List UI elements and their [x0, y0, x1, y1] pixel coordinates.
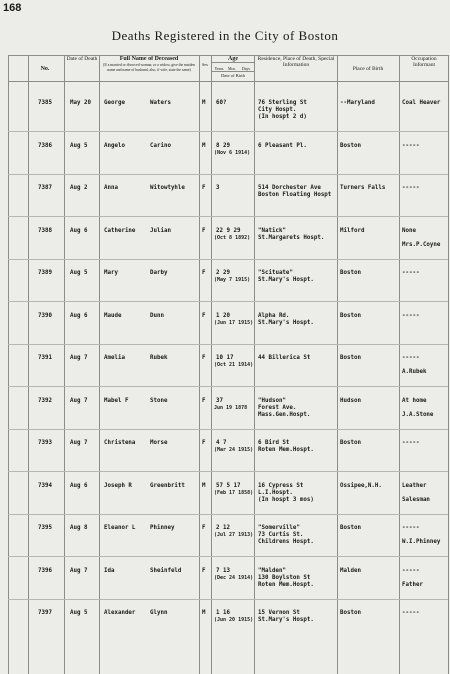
record-birth: Turners Falls: [340, 185, 386, 191]
header-name: Full Name of Deceased: [119, 56, 179, 62]
record-dob: Jun 19 1878: [214, 404, 248, 411]
record-first: Angelo: [104, 142, 125, 149]
record-no: 7391: [38, 355, 52, 361]
record-age: 57 5 17: [216, 482, 241, 489]
column-rule: [211, 55, 212, 674]
record-res2: City Hospt.: [258, 107, 297, 113]
record-res2: Forest Ave.: [258, 404, 297, 411]
record-res3: Mass.Gen.Hospt.: [258, 411, 311, 418]
record-last: Morse: [150, 440, 168, 446]
record-res1: "Somerville": [258, 525, 300, 531]
record-first: Amelia: [104, 355, 125, 361]
column-rule: [254, 55, 255, 674]
header-dob: Date of Birth: [221, 73, 245, 78]
record-sex: F: [202, 355, 206, 361]
record-res2: Roten Mem.Hospt.: [258, 447, 314, 453]
record-no: 7385: [38, 100, 52, 106]
record-no: 7386: [38, 142, 52, 149]
record-age: 1 20: [216, 312, 230, 319]
record-age: 3: [216, 185, 220, 191]
record-age: 1 16: [216, 610, 230, 616]
record-birth: Boston: [340, 525, 361, 531]
record-no: 7392: [38, 397, 52, 404]
row-rule: [8, 216, 448, 217]
row-rule: [8, 259, 448, 260]
record-date: Aug 7: [70, 397, 88, 404]
record-occ1: -----: [402, 567, 420, 574]
column-rule: [448, 55, 449, 674]
column-rule: [99, 55, 100, 674]
record-date: May 20: [70, 100, 91, 106]
record-first: Maude: [104, 312, 122, 319]
record-sex: F: [202, 525, 206, 531]
record-first: George: [104, 100, 125, 106]
row-rule: [8, 599, 448, 600]
record-age: 10 17: [216, 355, 234, 361]
record-sex: F: [202, 227, 206, 234]
record-res2: St.Mary's Hospt.: [258, 319, 314, 326]
record-dob: (Dec 24 1914): [214, 574, 254, 581]
record-occ2: Mrs.P.Coyne: [402, 241, 441, 248]
record-last: Darby: [150, 270, 168, 276]
row-rule: [8, 556, 448, 557]
record-last: Glynn: [150, 610, 168, 616]
row-rule: [8, 344, 448, 345]
column-rule: [8, 55, 9, 674]
header-no: No.: [40, 66, 50, 72]
record-date: Aug 7: [70, 355, 88, 361]
record-occ1: -----: [402, 355, 420, 361]
record-date: Aug 8: [70, 525, 88, 531]
record-occ2: Salesman: [402, 496, 430, 503]
record-occ1: None: [402, 227, 416, 234]
record-res2: Boston Floating Hospt: [258, 192, 332, 198]
header-rule: [212, 71, 254, 72]
record-birth: Milford: [340, 227, 365, 234]
record-res1: 514 Dorchester Ave: [258, 185, 321, 191]
record-birth: Boston: [340, 270, 361, 276]
record-birth: Boston: [340, 440, 361, 446]
record-first: Anna: [104, 185, 118, 191]
record-date: Aug 6: [70, 312, 88, 319]
record-dob: (Jun 17 1915): [214, 319, 254, 326]
record-dob: (Jul 27 1913): [214, 532, 254, 538]
record-occ1: -----: [402, 142, 420, 149]
record-sex: F: [202, 440, 206, 446]
record-occ1: Coal Heaver: [402, 100, 441, 106]
record-last: Sheinfeld: [150, 567, 182, 574]
record-res1: 6 Bird St: [258, 440, 290, 446]
record-res2: 130 Boylston St: [258, 574, 311, 581]
record-occ1: -----: [402, 185, 420, 191]
column-rule: [64, 55, 65, 674]
record-res1: "Scituate": [258, 270, 293, 276]
record-res3: Childrens Hospt.: [258, 539, 314, 545]
record-last: Julian: [150, 227, 171, 234]
record-birth: Hudson: [340, 397, 361, 404]
record-first: Joseph R: [104, 482, 132, 489]
record-dob: (Feb 17 1858): [214, 489, 254, 496]
header-months: Mos.: [227, 66, 237, 71]
record-birth: Boston: [340, 355, 361, 361]
record-no: 7396: [38, 567, 52, 574]
record-last: Waters: [150, 100, 171, 106]
row-rule: [8, 386, 448, 387]
record-no: 7389: [38, 270, 52, 276]
record-first: Alexander: [104, 610, 136, 616]
record-date: Aug 5: [70, 142, 88, 149]
record-res2: St.Mary's Hospt.: [258, 617, 314, 623]
record-date: Aug 7: [70, 440, 88, 446]
column-rule: [199, 55, 200, 674]
header-name-note: (If a married or divorced woman, or a widow, give the maiden name and name of husband, also, if wife, state the same): [103, 63, 195, 72]
record-last: Greenbritt: [150, 482, 185, 489]
record-res2: 73 Curtis St.: [258, 532, 304, 538]
record-dob: (May 7 1915): [214, 277, 251, 283]
record-occ1: -----: [402, 440, 420, 446]
record-dob: (Oct 21 1914): [214, 362, 254, 368]
record-date: Aug 6: [70, 227, 88, 234]
record-sex: F: [202, 185, 206, 191]
record-sex: F: [202, 397, 206, 404]
record-last: Witowtyhle: [150, 185, 185, 191]
record-occ1: At home: [402, 397, 427, 404]
record-birth: --Maryland: [340, 100, 375, 106]
record-date: Aug 6: [70, 482, 88, 489]
record-res3: Roten Mem.Hospt.: [258, 581, 314, 588]
record-res2: L.I.Hospt.: [258, 489, 293, 496]
record-first: Ida: [104, 567, 115, 574]
record-date: Aug 5: [70, 610, 88, 616]
record-first: Christena: [104, 440, 136, 446]
record-occ2: W.I.Phinney: [402, 539, 441, 545]
record-no: 7387: [38, 185, 52, 191]
record-last: Rubek: [150, 355, 168, 361]
record-res1: "Hudson": [258, 397, 286, 404]
record-birth: Ossipee,N.H.: [340, 482, 382, 489]
record-sex: M: [202, 482, 206, 489]
row-rule: [8, 301, 448, 302]
header-rule: [8, 55, 448, 56]
record-dob: (Nov 6 1914): [214, 149, 251, 156]
column-rule: [337, 55, 338, 674]
column-rule: [399, 55, 400, 674]
record-age: 7 13: [216, 567, 230, 574]
record-res3: (In hospt 2 d): [258, 114, 307, 120]
record-occ1: Leather: [402, 482, 427, 489]
record-age: 22 9 29: [216, 227, 241, 234]
record-res1: 76 Sterling St: [258, 100, 307, 106]
header-date: Date of Death: [66, 56, 98, 62]
record-no: 7394: [38, 482, 52, 489]
record-age: 8 29: [216, 142, 230, 149]
record-sex: F: [202, 312, 206, 319]
column-rule: [28, 55, 29, 674]
record-birth: Boston: [340, 610, 361, 616]
record-res1: 15 Vernon St: [258, 610, 300, 616]
record-res2: St.Mary's Hospt.: [258, 277, 314, 283]
record-last: Dunn: [150, 312, 164, 319]
record-birth: Malden: [340, 567, 361, 574]
record-sex: M: [202, 100, 206, 106]
record-sex: F: [202, 270, 206, 276]
record-first: Mabel F: [104, 397, 129, 404]
record-res1: "Malden": [258, 567, 286, 574]
record-res1: 16 Cypress St: [258, 482, 304, 489]
header-sex: Sex: [202, 62, 208, 67]
record-age: 37: [216, 397, 223, 404]
header-residence: Residence, Place of Death, Special Information: [257, 56, 335, 68]
header-occupation: Occupation Informant: [411, 56, 437, 68]
record-age: 60?: [216, 100, 227, 106]
page-title: Deaths Registered in the City of Boston: [111, 28, 339, 43]
header-age: Age: [228, 56, 238, 62]
record-dob: (Oct 8 1892): [214, 234, 251, 241]
record-date: Aug 2: [70, 185, 88, 191]
header-years: Years: [214, 66, 224, 71]
record-res1: 6 Pleasant Pl.: [258, 142, 307, 149]
row-rule: [8, 514, 448, 515]
record-first: Eleanor L: [104, 525, 136, 531]
record-age: 4 7: [216, 440, 227, 446]
record-first: Catherine: [104, 227, 136, 234]
record-last: Stone: [150, 397, 168, 404]
record-sex: M: [202, 142, 206, 149]
record-birth: Boston: [340, 312, 361, 319]
record-last: Carino: [150, 142, 171, 149]
record-occ1: -----: [402, 270, 420, 276]
record-no: 7388: [38, 227, 52, 234]
record-res3: (In hospt 3 mos): [258, 496, 314, 503]
record-no: 7395: [38, 525, 52, 531]
record-date: Aug 5: [70, 270, 88, 276]
header-rule: [8, 81, 448, 82]
record-res1: 44 Billerica St: [258, 355, 311, 361]
page-number: 168: [3, 2, 22, 14]
record-sex: M: [202, 610, 206, 616]
record-age: 2 12: [216, 525, 230, 531]
record-birth: Boston: [340, 142, 361, 149]
record-occ2: Father: [402, 581, 423, 588]
record-occ2: A.Rubek: [402, 369, 427, 375]
record-last: Phinney: [150, 525, 175, 531]
row-rule: [8, 471, 448, 472]
record-first: Mary: [104, 270, 118, 276]
record-res1: Alpha Rd.: [258, 312, 290, 319]
record-dob: (Mar 24 1915): [214, 447, 254, 453]
record-no: 7393: [38, 440, 52, 446]
row-rule: [8, 429, 448, 430]
record-occ1: -----: [402, 610, 420, 616]
header-birthplace: Place of Birth: [352, 66, 384, 72]
record-res1: "Natick": [258, 227, 286, 234]
row-rule: [8, 131, 448, 132]
record-no: 7397: [38, 610, 52, 616]
record-res2: St.Margarets Hospt.: [258, 234, 325, 241]
record-occ2: J.A.Stone: [402, 411, 434, 418]
record-date: Aug 7: [70, 567, 88, 574]
record-age: 2 29: [216, 270, 230, 276]
row-rule: [8, 174, 448, 175]
record-no: 7390: [38, 312, 52, 319]
record-sex: F: [202, 567, 206, 574]
record-occ1: -----: [402, 312, 420, 319]
record-occ1: -----: [402, 525, 420, 531]
record-dob: (Jun 20 1915): [214, 617, 254, 623]
header-rule: [212, 62, 254, 63]
header-days: Days: [241, 66, 251, 71]
